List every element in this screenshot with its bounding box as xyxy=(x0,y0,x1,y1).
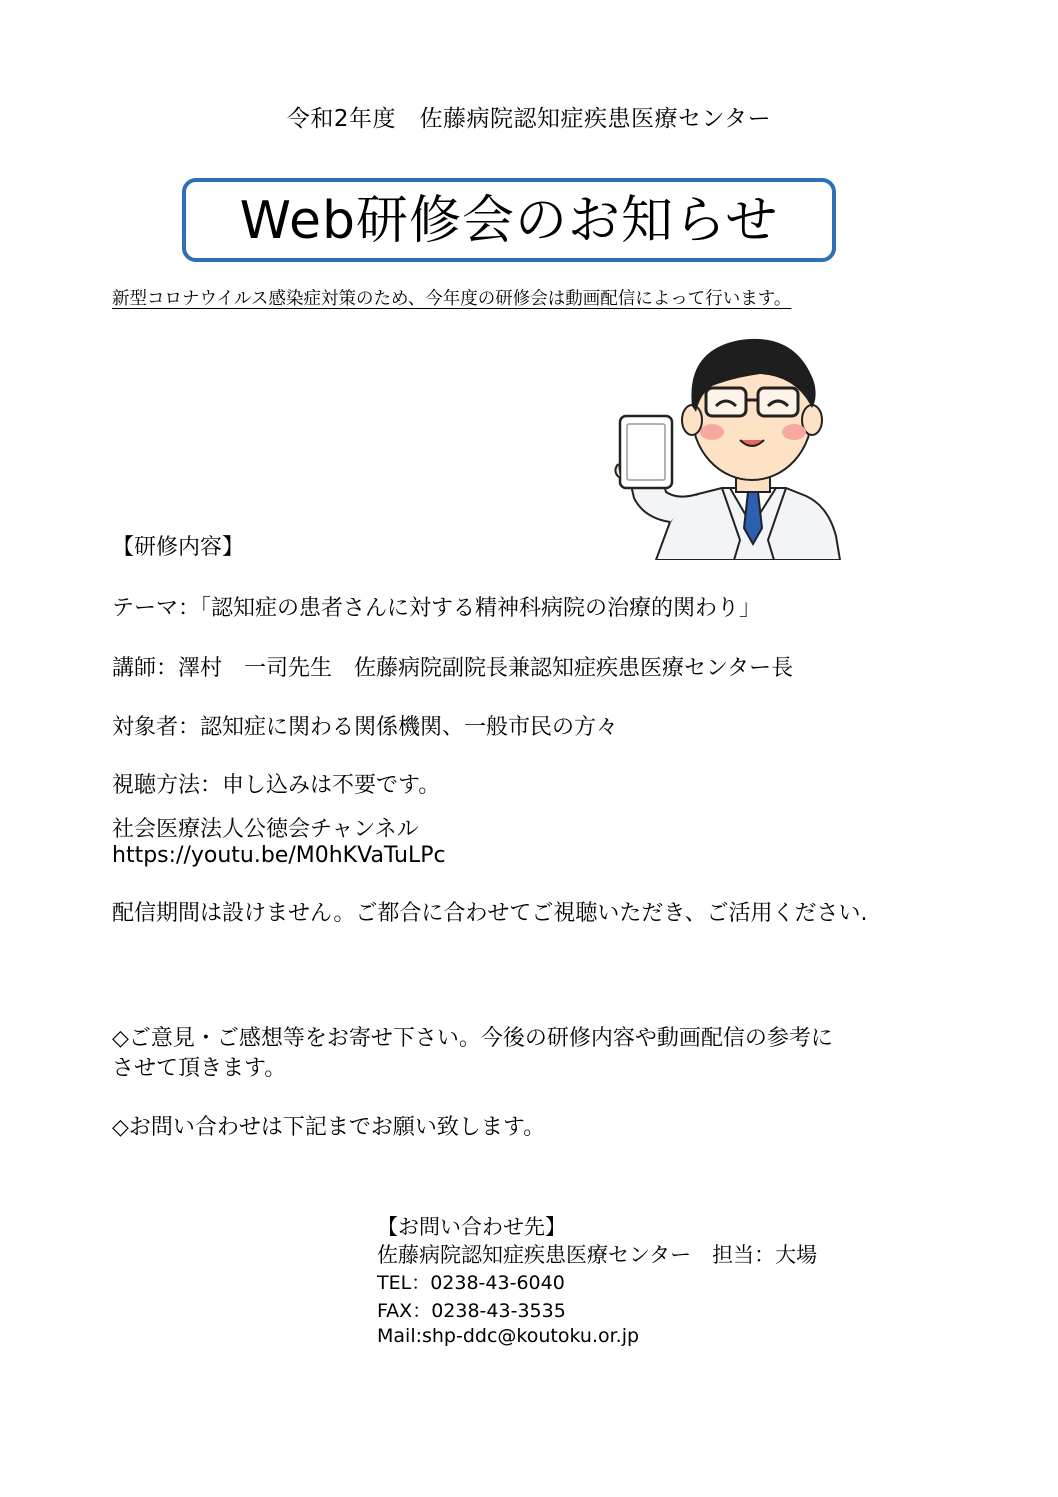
channel-name: 社会医療法人公徳会チャンネル xyxy=(112,817,419,842)
training-lecturer: 講師：澤村 一司先生 佐藤病院副院長兼認知症疾患医療センター長 xyxy=(112,656,794,681)
page-header-title: 令和2年度 佐藤病院認知症疾患医療センター xyxy=(286,106,772,132)
contact-tel: TEL：0238-43-6040 xyxy=(377,1272,565,1294)
training-theme: テーマ：「認知症の患者さんに対する精神科病院の治療的関わり」 xyxy=(112,596,762,621)
training-section-heading: 【研修内容】 xyxy=(112,535,245,560)
video-url-link[interactable]: https://youtu.be/M0hKVaTuLPc xyxy=(112,843,446,868)
contact-fax: FAX：0238-43-3535 xyxy=(377,1300,566,1322)
doctor-holding-smartphone-icon xyxy=(600,322,845,560)
contact-heading: 【お問い合わせ先】 xyxy=(377,1215,566,1239)
contact-mail-link[interactable]: Mail:shp-ddc@koutoku.or.jp xyxy=(377,1325,640,1347)
feedback-request-line1: ◇ご意見・ご感想等をお寄せ下さい。今後の研修内容や動画配信の参考に xyxy=(112,1026,833,1051)
distribution-period-note: 配信期間は設けません。ご都合に合わせてご視聴いただき、ご活用ください. xyxy=(112,901,868,926)
viewing-method: 視聴方法：申し込みは不要です。 xyxy=(112,773,441,798)
notice-text: 新型コロナウイルス感染症対策のため、今年度の研修会は動画配信によって行います。 xyxy=(112,289,792,309)
inquiry-request: ◇お問い合わせは下記までお願い致します。 xyxy=(112,1115,546,1140)
banner-title: Web研修会のお知らせ xyxy=(239,191,779,251)
contact-organization: 佐藤病院認知症疾患医療センター 担当：大場 xyxy=(377,1243,818,1267)
title-banner xyxy=(182,178,836,262)
feedback-request-line2: させて頂きます。 xyxy=(112,1056,287,1081)
training-audience: 対象者：認知症に関わる関係機関、一般市民の方々 xyxy=(112,715,619,740)
